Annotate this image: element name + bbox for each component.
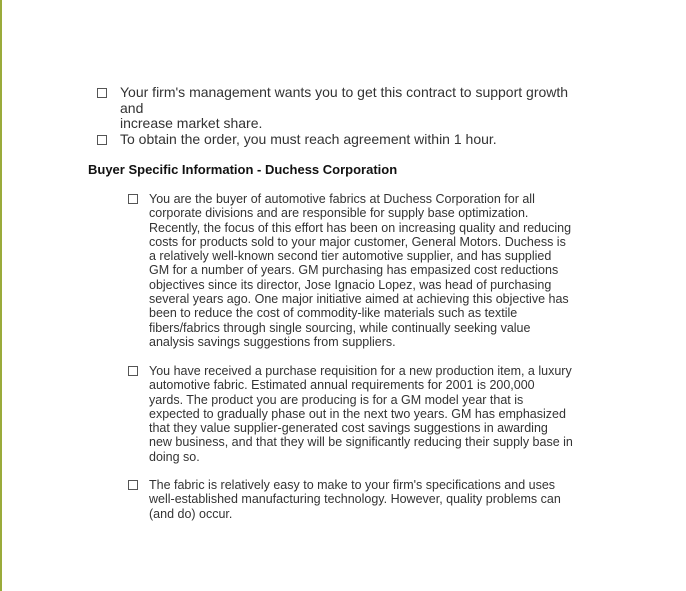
list-item bbox=[97, 132, 590, 148]
list-item bbox=[128, 192, 589, 349]
list-item bbox=[128, 364, 589, 464]
bullet-icon bbox=[128, 366, 138, 376]
bullet-icon bbox=[128, 194, 138, 204]
bullet-icon bbox=[97, 88, 107, 98]
bullet-icon bbox=[128, 480, 138, 490]
list-item-text: You have received a purchase requisition for a new production item, a luxury automotive fabric. Estimated annual requirements for 2001 is 200,000 yards. The product you are producing is for a GM model year that is expected to gradually phase out in the next two years. GM has emphasized that they value supplier-generated cost savings suggestions in awarding new business, and that they will be significantly reducing their supply base in doing so. bbox=[149, 364, 573, 464]
list-item-text: You are the buyer of automotive fabrics at Duchess Corporation for all corporate divisions and are responsible for supply base optimization. Recently, the focus of this effort has been on increasing quality and reducing costs for products sold to your major customer, General Motors. Duchess is a relatively well-known second tier automotive supplier, and has supplied GM for a number of years. GM purchasing has empasized cost reductions objectives since its director, Jose Ignacio Lopez, was head of purchasing several years ago. One major initiative aimed at achieving this objective has been to reduce the cost of commodity-like materials such as textile fibers/fabrics through single sourcing, while continually seeking value analysis savings suggestions from suppliers. bbox=[149, 192, 572, 349]
list-item-text: Your firm's management wants you to get this contract to support growth and increase market share. bbox=[120, 84, 569, 131]
list-item-text: The fabric is relatively easy to make to your firm's specifications and uses well-established manufacturing technology. However, quality problems can (and do) occur. bbox=[149, 478, 561, 521]
list-item bbox=[128, 478, 589, 521]
section-heading: Buyer Specific Information - Duchess Corporation bbox=[88, 162, 398, 177]
list-item bbox=[97, 85, 590, 132]
list-item-text: To obtain the order, you must reach agreement within 1 hour. bbox=[120, 131, 497, 147]
bullet-icon bbox=[97, 135, 107, 145]
